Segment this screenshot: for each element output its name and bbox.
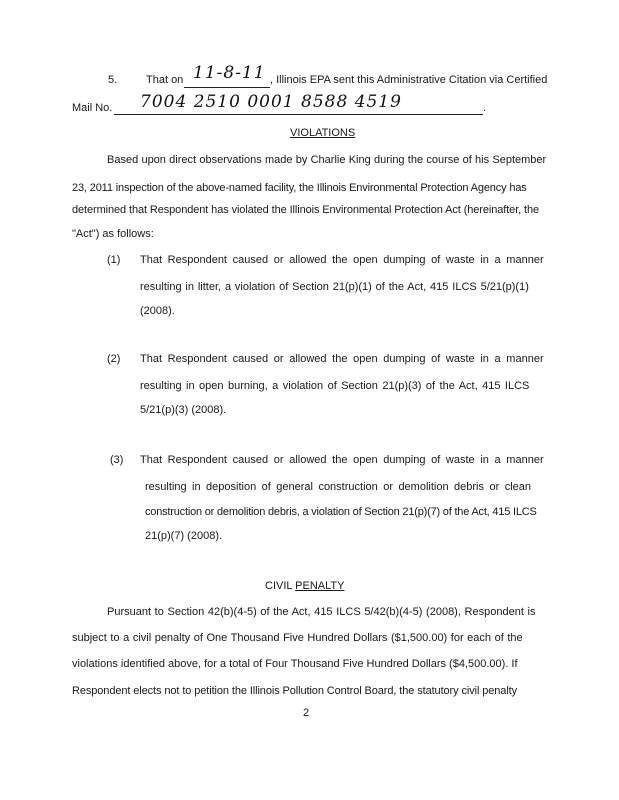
violation-line: That Respondent caused or allowed the open dumping of waste in a manner (140, 454, 544, 466)
item-text-before: That on (146, 74, 184, 86)
intro-line: 23, 2011 inspection of the above-named facility, the Illinois Environmental Protection Agency has (72, 182, 527, 194)
penalty-line: violations identified above, for a total of Four Thousand Five Hundred Dollars ($4,500.00). If (72, 658, 518, 670)
violation-number: (1) (107, 254, 121, 266)
violation-line: resulting in open burning, a violation of Section 21(p)(3) of the Act, 415 ILCS (140, 380, 530, 392)
violation-number: (3) (110, 454, 124, 466)
violation-line: construction or demolition debris, a violation of Section 21(p)(7) of the Act, 415 ILCS (145, 506, 537, 518)
item-text-after: , Illinois EPA sent this Administrative Citation via Certified (270, 74, 548, 86)
violation-line: 21(p)(7) (2008). (145, 530, 223, 542)
violation-line: resulting in deposition of general construction or demolition debris or clean (145, 481, 531, 493)
heading-underlined: PENALTY (295, 580, 345, 592)
mail-label: Mail No. (72, 102, 113, 114)
mail-number-underline (114, 114, 483, 115)
civil-penalty-heading (265, 580, 344, 592)
violation-line: (2008). (140, 305, 175, 317)
page-number: 2 (303, 707, 310, 719)
penalty-line: subject to a civil penalty of One Thousand Five Hundred Dollars ($1,500.00) for each of the (72, 632, 523, 644)
item-number: 5. (108, 74, 118, 86)
date-underline (184, 87, 270, 88)
handwritten-mail-number: 7004 2510 0001 8588 4519 (140, 92, 402, 112)
penalty-line: Pursuant to Section 42(b)(4-5) of the Act, 415 ILCS 5/42(b)(4-5) (2008), Respondent is (107, 606, 536, 618)
heading-plain: CIVIL (265, 580, 296, 592)
violation-line: 5/21(p)(3) (2008). (140, 404, 227, 416)
intro-line: determined that Respondent has violated the Illinois Environmental Protection Act (hereinafter, the (72, 204, 540, 216)
mail-period: . (483, 102, 487, 114)
violation-line: resulting in litter, a violation of Section 21(p)(1) of the Act, 415 ILCS 5/21(p)(1) (140, 281, 529, 293)
handwritten-date: 11-8-11 (193, 63, 266, 83)
violations-heading: VIOLATIONS (290, 127, 356, 139)
penalty-line: Respondent elects not to petition the Illinois Pollution Control Board, the statutory civil penalty (72, 685, 518, 697)
violation-line: That Respondent caused or allowed the open dumping of waste in a manner (140, 353, 544, 365)
intro-line: Based upon direct observations made by Charlie King during the course of his September (107, 154, 547, 166)
violation-number: (2) (107, 353, 121, 365)
intro-line: "Act") as follows: (72, 228, 154, 240)
violation-line: That Respondent caused or allowed the open dumping of waste in a manner (140, 254, 544, 266)
